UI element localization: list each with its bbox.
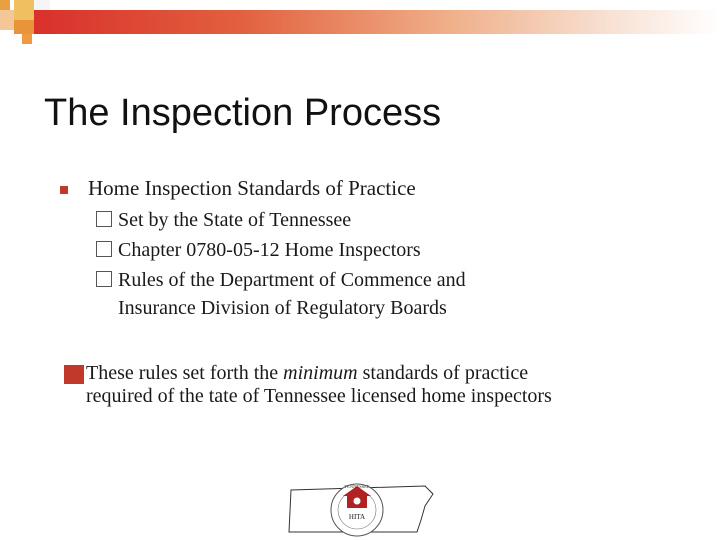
bullet-text-standards: Home Inspection Standards of Practice [88,176,416,200]
checkbox-icon [96,271,112,287]
sub-item [96,238,421,262]
sub-item-label: Set by the State of Tennessee [118,209,352,231]
sub-item [96,208,351,232]
sub-item-continuation: Insurance Division of Regulatory Boards [118,297,447,319]
seal-ring-text: TENNESSEE [344,484,370,489]
header-square [14,20,34,34]
bullet-square-icon [60,186,68,194]
rules-paragraph [86,362,556,408]
rules-text-before: These rules set forth the [86,362,284,384]
checkbox-icon [96,241,112,257]
seal-badge-text: HITA [348,513,366,521]
slide-title: The Inspection Process [44,92,442,134]
rules-emphasis: minimum [283,362,358,384]
bullet-square-icon [64,365,84,384]
seal-emblem-icon [354,498,361,505]
rules-text-after: standards of practice required of the tate of Tennessee licensed home inspectors [86,362,552,407]
tennessee-logo [285,460,435,540]
sub-item [96,268,466,292]
sub-item-label: Chapter 0780-05-12 Home Inspectors [118,239,421,261]
header-square [0,10,14,30]
header-square [22,34,32,44]
sub-item-label: Rules of the Department of Commence and [118,269,466,291]
header-gradient-bar [34,10,720,34]
header-square [34,0,50,10]
header-square [14,0,34,20]
checkbox-icon [96,211,112,227]
header-square [0,0,10,10]
